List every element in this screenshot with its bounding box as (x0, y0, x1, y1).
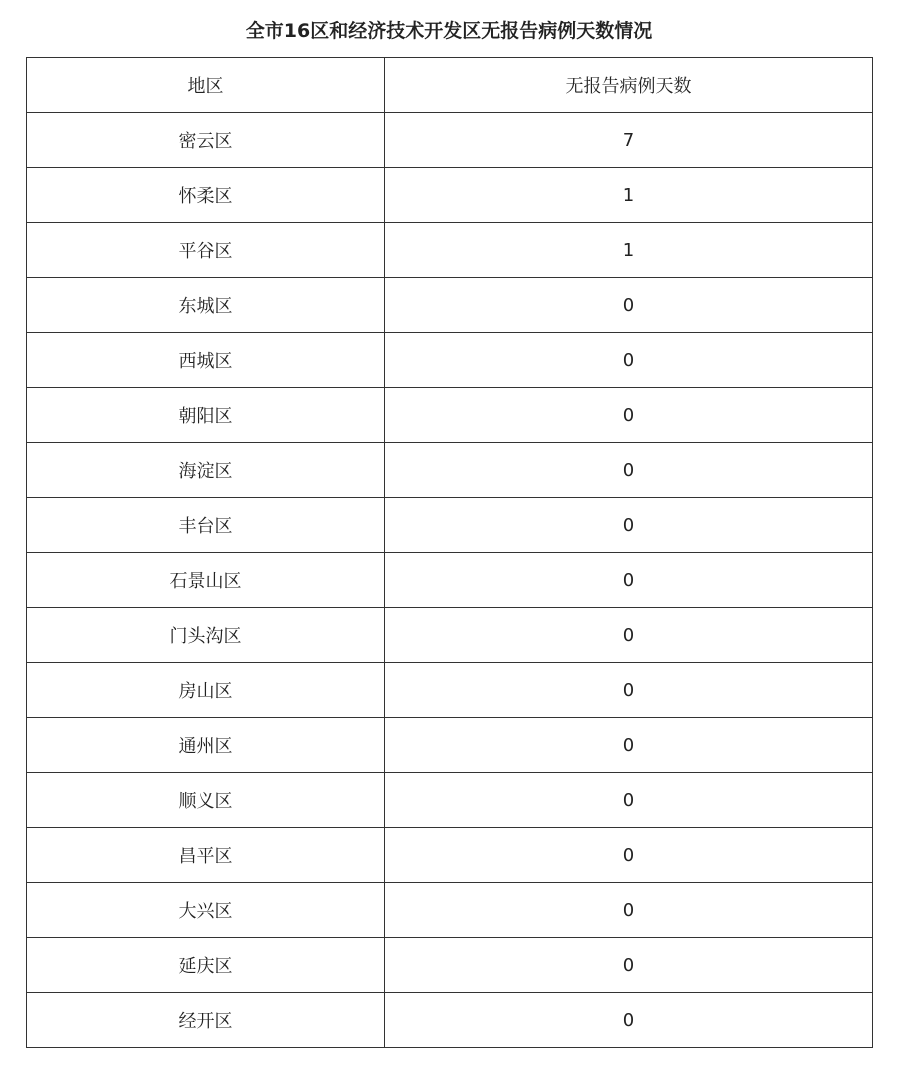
no-case-days-cell: 0 (385, 553, 873, 608)
table-row (27, 608, 873, 663)
no-case-days-cell: 0 (385, 333, 873, 388)
region-cell: 房山区 (27, 663, 385, 718)
region-cell: 东城区 (27, 278, 385, 333)
table-row (27, 498, 873, 553)
no-case-days-cell: 0 (385, 663, 873, 718)
region-cell: 西城区 (27, 333, 385, 388)
no-case-days-cell: 1 (385, 223, 873, 278)
table-row (27, 883, 873, 938)
region-cell: 顺义区 (27, 773, 385, 828)
region-cell: 朝阳区 (27, 388, 385, 443)
no-case-days-cell: 0 (385, 828, 873, 883)
no-case-days-cell: 0 (385, 278, 873, 333)
table-row (27, 443, 873, 498)
no-case-days-cell: 0 (385, 938, 873, 993)
table-row (27, 168, 873, 223)
table-row (27, 938, 873, 993)
region-cell: 丰台区 (27, 498, 385, 553)
header-region: 地区 (27, 58, 385, 113)
table-row (27, 278, 873, 333)
no-case-days-cell: 0 (385, 773, 873, 828)
page-title: 全市16区和经济技术开发区无报告病例天数情况 (245, 20, 653, 42)
header-no-case-days: 无报告病例天数 (385, 58, 873, 113)
no-case-days-cell: 0 (385, 993, 873, 1048)
table-header-row (27, 58, 873, 113)
no-case-days-cell: 0 (385, 388, 873, 443)
region-cell: 大兴区 (27, 883, 385, 938)
no-case-days-cell: 0 (385, 443, 873, 498)
region-cell: 延庆区 (27, 938, 385, 993)
no-case-days-table (26, 57, 873, 1048)
no-case-days-cell: 0 (385, 718, 873, 773)
table-row (27, 993, 873, 1048)
table-row (27, 773, 873, 828)
no-case-days-cell: 7 (385, 113, 873, 168)
region-cell: 石景山区 (27, 553, 385, 608)
region-cell: 门头沟区 (27, 608, 385, 663)
table-row (27, 388, 873, 443)
table-row (27, 828, 873, 883)
region-cell: 昌平区 (27, 828, 385, 883)
region-cell: 海淀区 (27, 443, 385, 498)
no-case-days-cell: 0 (385, 608, 873, 663)
region-cell: 怀柔区 (27, 168, 385, 223)
region-cell: 经开区 (27, 993, 385, 1048)
table-row (27, 718, 873, 773)
region-cell: 密云区 (27, 113, 385, 168)
table-row (27, 333, 873, 388)
table-row (27, 223, 873, 278)
no-case-days-cell: 1 (385, 168, 873, 223)
no-case-days-cell: 0 (385, 498, 873, 553)
region-cell: 平谷区 (27, 223, 385, 278)
no-case-days-cell: 0 (385, 883, 873, 938)
table-row (27, 113, 873, 168)
region-cell: 通州区 (27, 718, 385, 773)
table-row (27, 553, 873, 608)
table-row (27, 663, 873, 718)
table-body (27, 58, 873, 1048)
